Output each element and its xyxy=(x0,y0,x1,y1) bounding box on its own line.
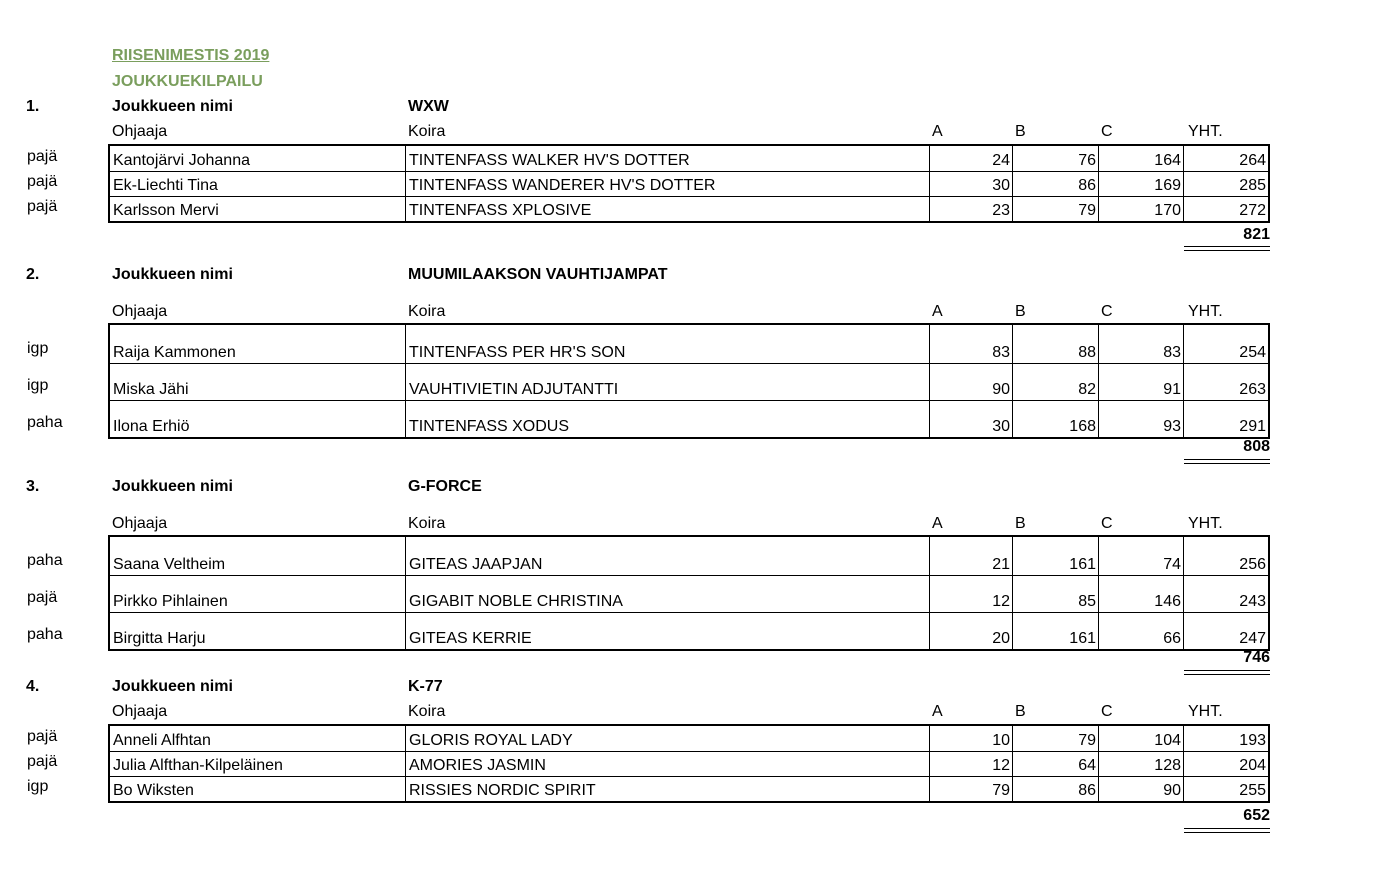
score-a-cell: 90 xyxy=(930,364,1013,400)
score-a-cell: 12 xyxy=(930,576,1013,612)
col-total-header: YHT. xyxy=(1188,303,1223,320)
score-c-cell: 93 xyxy=(1099,401,1184,437)
double-underline xyxy=(1184,459,1270,464)
table-row xyxy=(110,612,1268,649)
score-b-cell: 85 xyxy=(1013,576,1099,612)
table-row xyxy=(110,537,1268,575)
dog-cell: TINTENFASS XODUS xyxy=(406,401,930,437)
col-handler-header: Ohjaaja xyxy=(112,515,168,532)
col-dog-header: Koira xyxy=(408,703,446,720)
team-name: WXW xyxy=(408,98,449,115)
row-category: pajä xyxy=(27,589,58,606)
team-name-label: Joukkueen nimi xyxy=(112,478,233,495)
col-a-header: A xyxy=(932,123,943,140)
row-category: igp xyxy=(27,340,49,357)
score-b-cell: 86 xyxy=(1013,777,1099,801)
team-name-label: Joukkueen nimi xyxy=(112,678,233,695)
score-c-cell: 128 xyxy=(1099,752,1184,776)
table-row xyxy=(110,325,1268,363)
score-b-cell: 86 xyxy=(1013,172,1099,196)
row-category: pajä xyxy=(27,173,58,190)
row-total-cell: 255 xyxy=(1239,782,1266,799)
table-row xyxy=(110,363,1268,400)
team-name-label: Joukkueen nimi xyxy=(112,98,233,115)
col-a-header: A xyxy=(932,303,943,320)
col-dog-header: Koira xyxy=(408,303,446,320)
team-number: 2. xyxy=(26,266,40,283)
team-number: 1. xyxy=(26,98,40,115)
col-b-header: B xyxy=(1015,515,1026,532)
score-b-cell: 79 xyxy=(1013,197,1099,221)
dog-cell: GITEAS KERRIE xyxy=(406,613,930,649)
col-c-header: C xyxy=(1101,703,1113,720)
row-total-cell: 285 xyxy=(1239,177,1266,194)
score-a-cell: 12 xyxy=(930,752,1013,776)
results-table xyxy=(108,144,1270,223)
score-c-cell: 83 xyxy=(1099,325,1184,363)
col-a-header: A xyxy=(932,515,943,532)
row-category: pajä xyxy=(27,728,58,745)
col-total-header: YHT. xyxy=(1188,515,1223,532)
score-c-cell: 66 xyxy=(1099,613,1184,649)
score-b-cell: 161 xyxy=(1013,613,1099,649)
dog-cell: VAUHTIVIETIN ADJUTANTTI xyxy=(406,364,930,400)
row-total-cell: 256 xyxy=(1239,556,1266,573)
score-b-cell: 79 xyxy=(1013,726,1099,751)
dog-cell: RISSIES NORDIC SPIRIT xyxy=(406,777,930,801)
results-table xyxy=(108,724,1270,803)
row-total-cell: 264 xyxy=(1239,152,1266,169)
score-a-cell: 30 xyxy=(930,172,1013,196)
score-c-cell: 164 xyxy=(1099,146,1184,171)
score-a-cell: 24 xyxy=(930,146,1013,171)
row-total-cell: 263 xyxy=(1239,381,1266,398)
table-row xyxy=(110,171,1268,196)
score-c-cell: 91 xyxy=(1099,364,1184,400)
row-total-cell: 272 xyxy=(1239,202,1266,219)
col-b-header: B xyxy=(1015,703,1026,720)
col-c-header: C xyxy=(1101,515,1113,532)
row-total-cell: 193 xyxy=(1239,732,1266,749)
dog-cell: TINTENFASS WANDERER HV'S DOTTER xyxy=(406,172,930,196)
dog-cell: GITEAS JAAPJAN xyxy=(406,537,930,575)
score-b-cell: 82 xyxy=(1013,364,1099,400)
row-total-cell: 291 xyxy=(1239,418,1266,435)
team-number: 3. xyxy=(26,478,40,495)
handler-cell: Miska Jähi xyxy=(110,364,406,400)
handler-cell: Ek-Liechti Tina xyxy=(110,172,406,196)
team-total: 821 xyxy=(1243,226,1270,243)
score-b-cell: 64 xyxy=(1013,752,1099,776)
table-row xyxy=(110,776,1268,801)
handler-cell: Karlsson Mervi xyxy=(110,197,406,221)
col-b-header: B xyxy=(1015,123,1026,140)
results-table xyxy=(108,535,1270,651)
col-dog-header: Koira xyxy=(408,123,446,140)
handler-cell: Bo Wiksten xyxy=(110,777,406,801)
row-category: pajä xyxy=(27,753,58,770)
table-row xyxy=(110,726,1268,751)
score-c-cell: 74 xyxy=(1099,537,1184,575)
handler-cell: Raija Kammonen xyxy=(110,325,406,363)
team-total: 746 xyxy=(1243,649,1270,666)
results-table xyxy=(108,323,1270,439)
col-total-header: YHT. xyxy=(1188,123,1223,140)
table-row xyxy=(110,575,1268,612)
score-c-cell: 90 xyxy=(1099,777,1184,801)
handler-cell: Julia Alfthan-Kilpeläinen xyxy=(110,752,406,776)
col-c-header: C xyxy=(1101,303,1113,320)
row-total-cell: 243 xyxy=(1239,593,1266,610)
col-handler-header: Ohjaaja xyxy=(112,303,168,320)
score-a-cell: 79 xyxy=(930,777,1013,801)
double-underline xyxy=(1184,670,1270,675)
team-total: 652 xyxy=(1243,807,1270,824)
handler-cell: Birgitta Harju xyxy=(110,613,406,649)
score-a-cell: 20 xyxy=(930,613,1013,649)
row-total-cell: 247 xyxy=(1239,630,1266,647)
score-b-cell: 88 xyxy=(1013,325,1099,363)
row-total-cell: 254 xyxy=(1239,344,1266,361)
double-underline xyxy=(1184,828,1270,833)
score-a-cell: 83 xyxy=(930,325,1013,363)
score-a-cell: 30 xyxy=(930,401,1013,437)
dog-cell: TINTENFASS WALKER HV'S DOTTER xyxy=(406,146,930,171)
dog-cell: TINTENFASS XPLOSIVE xyxy=(406,197,930,221)
team-total: 808 xyxy=(1243,438,1270,455)
team-name-label: Joukkueen nimi xyxy=(112,266,233,283)
dog-cell: GIGABIT NOBLE CHRISTINA xyxy=(406,576,930,612)
team-name: MUUMILAAKSON VAUHTIJAMPAT xyxy=(408,266,668,283)
score-a-cell: 23 xyxy=(930,197,1013,221)
document-subtitle: JOUKKUEKILPAILU xyxy=(112,73,263,90)
table-row xyxy=(110,196,1268,221)
document-title: RIISENIMESTIS 2019 xyxy=(112,47,270,64)
row-category: igp xyxy=(27,377,49,394)
score-b-cell: 161 xyxy=(1013,537,1099,575)
col-handler-header: Ohjaaja xyxy=(112,703,168,720)
col-handler-header: Ohjaaja xyxy=(112,123,168,140)
col-a-header: A xyxy=(932,703,943,720)
score-c-cell: 170 xyxy=(1099,197,1184,221)
col-dog-header: Koira xyxy=(408,515,446,532)
row-category: pajä xyxy=(27,198,58,215)
team-number: 4. xyxy=(26,678,40,695)
row-total-cell: 204 xyxy=(1239,757,1266,774)
col-b-header: B xyxy=(1015,303,1026,320)
table-row xyxy=(110,146,1268,171)
score-b-cell: 168 xyxy=(1013,401,1099,437)
dog-cell: GLORIS ROYAL LADY xyxy=(406,726,930,751)
row-category: paha xyxy=(27,552,63,569)
score-b-cell: 76 xyxy=(1013,146,1099,171)
dog-cell: TINTENFASS PER HR'S SON xyxy=(406,325,930,363)
score-a-cell: 21 xyxy=(930,537,1013,575)
score-c-cell: 104 xyxy=(1099,726,1184,751)
table-row xyxy=(110,400,1268,437)
row-category: paha xyxy=(27,414,63,431)
score-c-cell: 169 xyxy=(1099,172,1184,196)
row-category: igp xyxy=(27,778,49,795)
col-total-header: YHT. xyxy=(1188,703,1223,720)
team-name: K-77 xyxy=(408,678,443,695)
row-category: paha xyxy=(27,626,63,643)
dog-cell: AMORIES JASMIN xyxy=(406,752,930,776)
handler-cell: Saana Veltheim xyxy=(110,537,406,575)
score-a-cell: 10 xyxy=(930,726,1013,751)
table-row xyxy=(110,751,1268,776)
col-c-header: C xyxy=(1101,123,1113,140)
score-c-cell: 146 xyxy=(1099,576,1184,612)
handler-cell: Anneli Alfhtan xyxy=(110,726,406,751)
double-underline xyxy=(1184,246,1270,251)
handler-cell: Ilona Erhiö xyxy=(110,401,406,437)
team-name: G-FORCE xyxy=(408,478,482,495)
row-category: pajä xyxy=(27,148,58,165)
handler-cell: Kantojärvi Johanna xyxy=(110,146,406,171)
handler-cell: Pirkko Pihlainen xyxy=(110,576,406,612)
